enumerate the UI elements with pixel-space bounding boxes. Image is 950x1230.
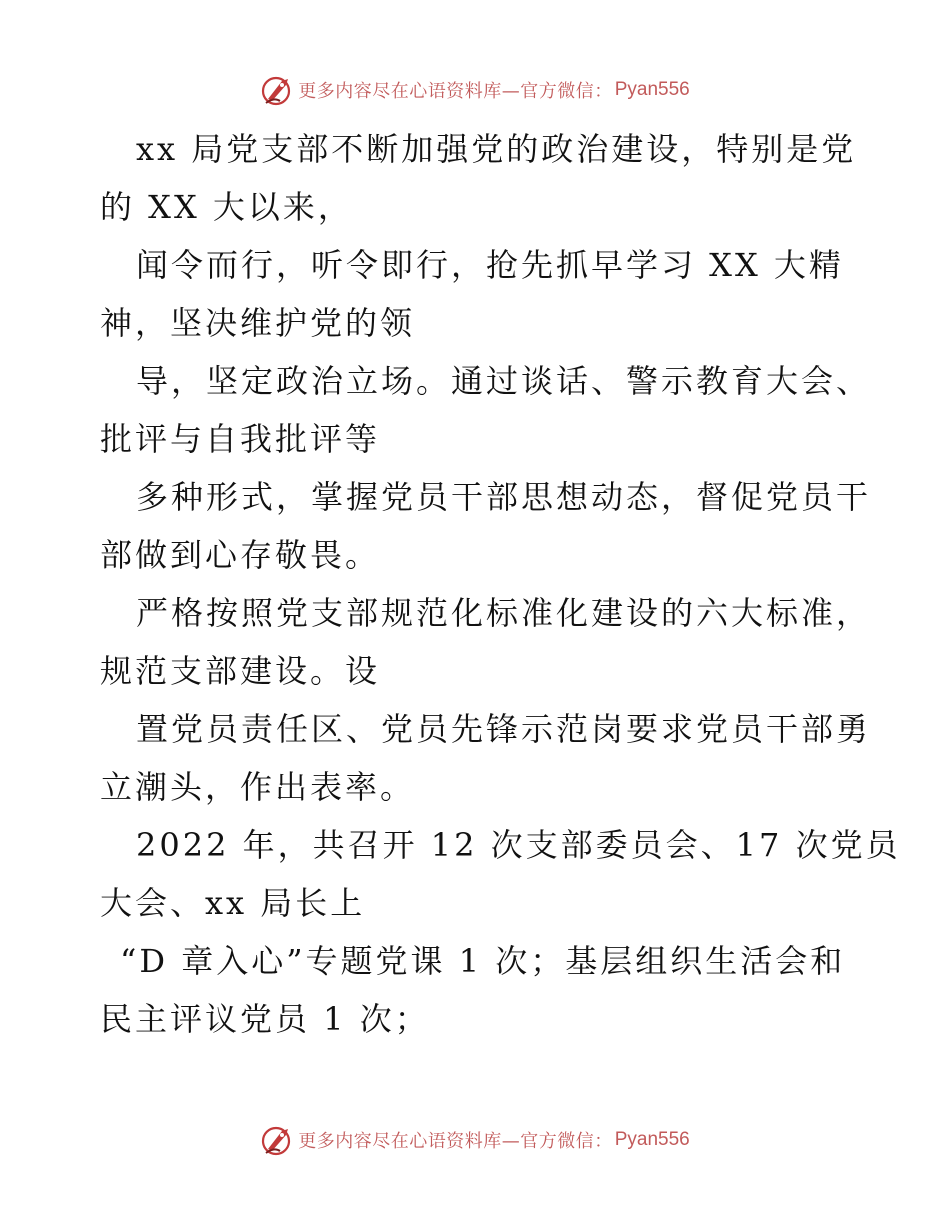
document-body [100, 120, 901, 1048]
paragraph-line: 闻令而行，听令即行，抢先抓早学习 XX 大精 [136, 246, 844, 284]
paragraph-line: 批评与自我批评等 [100, 420, 381, 458]
pen-nib-logo-icon [260, 1123, 294, 1157]
watermark-id: Pyan556 [614, 79, 690, 100]
watermark-text: 更多内容尽在心语资料库—官方微信： [298, 1131, 613, 1152]
paragraph-line: 导，坚定政治立场。通过谈话、警示教育大会、 [136, 362, 872, 400]
paragraph-line: 部做到心存敬畏。 [100, 536, 381, 574]
paragraph-line: 2022 年，共召开 12 次支部委员会、17 次党员 [136, 826, 901, 864]
pen-nib-logo-icon [260, 73, 294, 107]
paragraph-line: 民主评议党员 1 次； [100, 1000, 430, 1038]
paragraph-line: 大会、xx 局长上 [100, 884, 366, 922]
paragraph-line: 严格按照党支部规范化标准化建设的六大标准， [136, 594, 872, 632]
watermark-text: 更多内容尽在心语资料库—官方微信： [298, 81, 613, 102]
paragraph-line: 神，坚决维护党的领 [100, 304, 416, 342]
paragraph-line: 的 XX 大以来， [100, 188, 353, 226]
header-watermark [0, 70, 950, 110]
footer-watermark [0, 1120, 950, 1160]
watermark-id: Pyan556 [614, 1129, 690, 1150]
paragraph-line: 多种形式，掌握党员干部思想动态，督促党员干 [136, 478, 872, 516]
paragraph-line: 立潮头，作出表率。 [100, 768, 416, 806]
paragraph-line: 规范支部建设。设 [100, 652, 381, 690]
paragraph-line: xx 局党支部不断加强党的政治建设，特别是党 [136, 130, 857, 168]
paragraph-line: “D 章入心”专题党课 1 次；基层组织生活会和 [120, 942, 846, 980]
paragraph-line: 置党员责任区、党员先锋示范岗要求党员干部勇 [136, 710, 872, 748]
